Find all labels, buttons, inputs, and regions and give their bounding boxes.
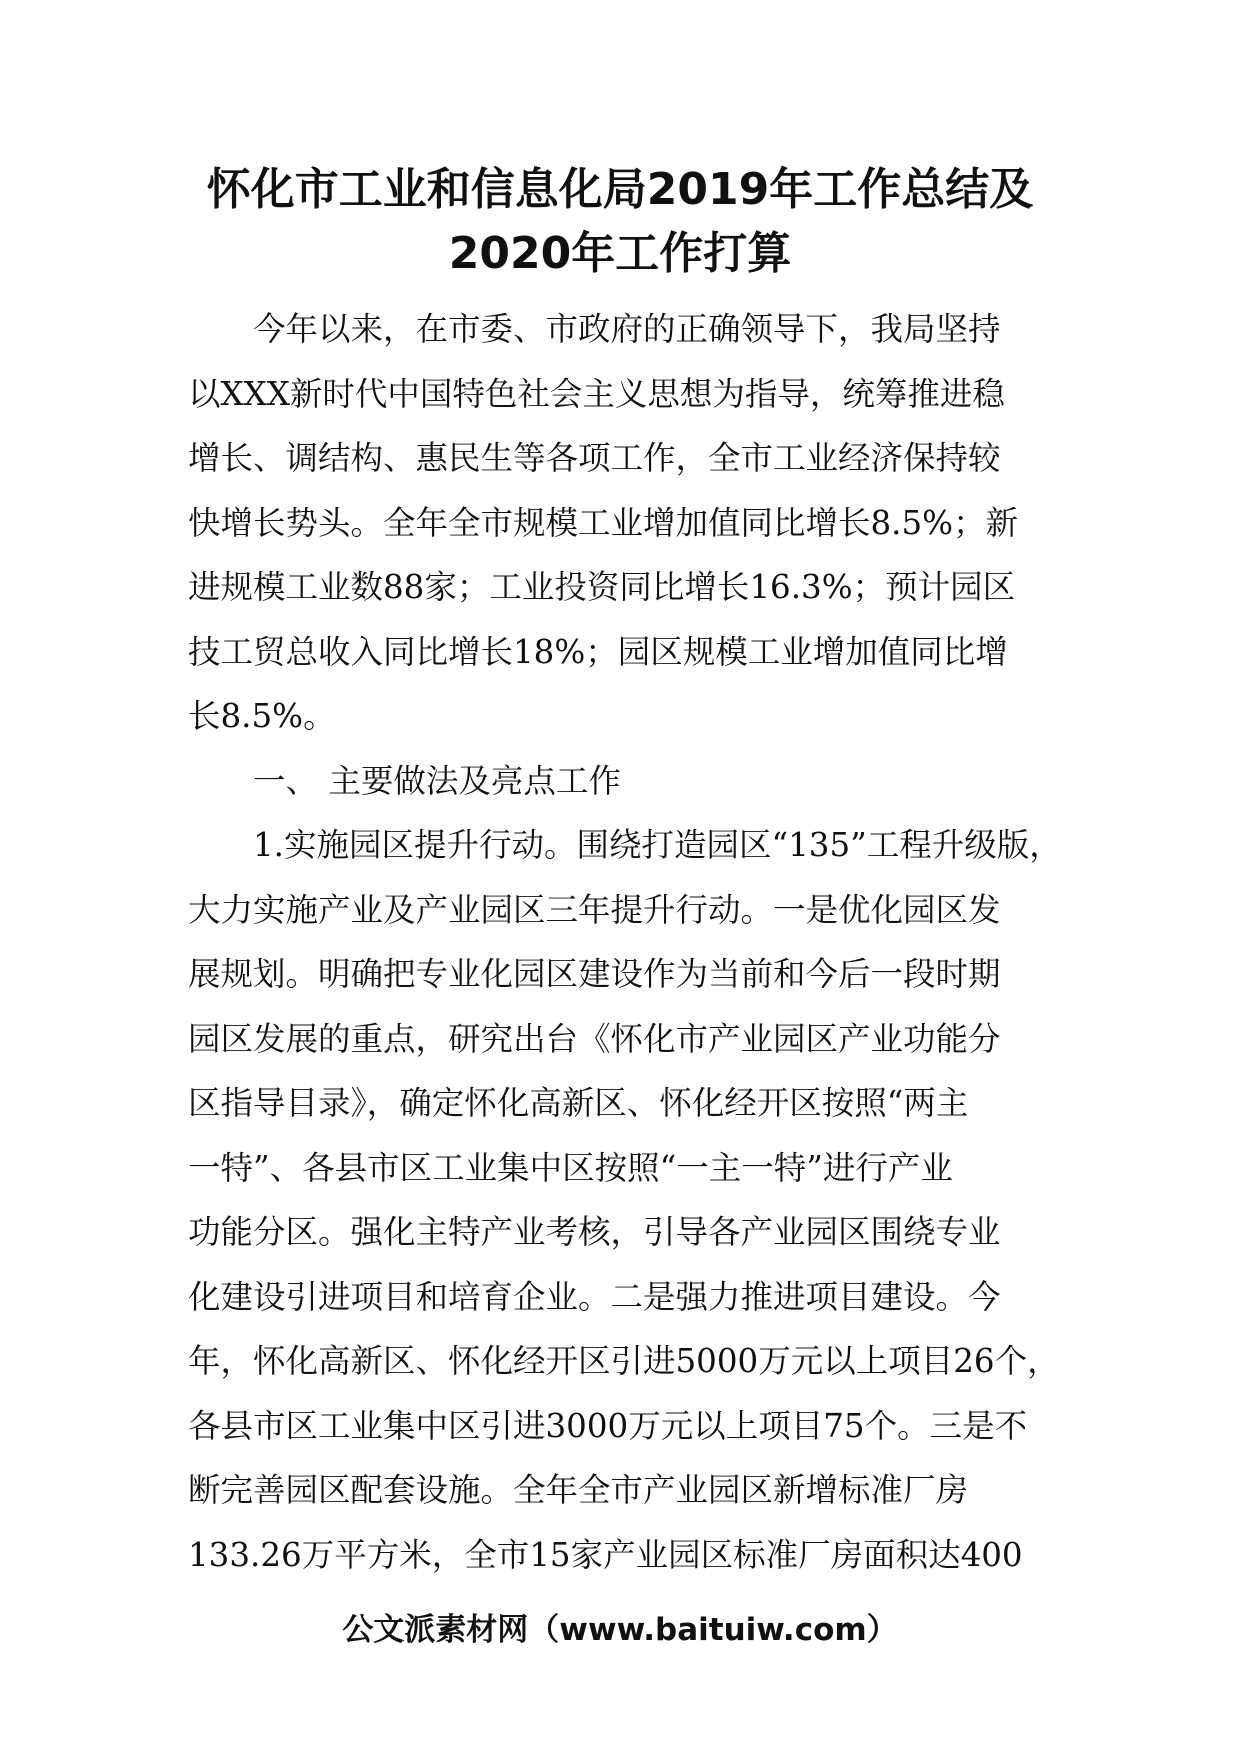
- paragraph-line: 长8.5%。: [188, 697, 336, 735]
- paragraph-line: 进规模工业数88家；工业投资同比增长16.3%；预计园区: [188, 568, 1016, 606]
- paragraph-line: 增长、调结构、惠民生等各项工作，全市工业经济保持较: [188, 439, 1001, 477]
- paragraph-line: 今年以来，在市委、市政府的正确领导下，我局坚持: [253, 310, 1001, 348]
- paragraph-line: 以XXX新时代中国特色社会主义思想为指导，统筹推进稳: [188, 374, 1005, 413]
- paragraph-line: 一特”、各县市区工业集中区按照“一主一特”进行产业: [188, 1148, 953, 1187]
- paragraph-line: 区指导目录》，确定怀化高新区、怀化经开区按照“两主: [188, 1084, 969, 1122]
- title-line-1: 怀化市工业和信息化局2019年工作总结及: [206, 164, 1034, 215]
- footer-watermark: 公文派素材网（www.baituiw.com）: [342, 1612, 898, 1648]
- paragraph-line: 功能分区。强化主特产业考核，引导各产业园区围绕专业: [188, 1213, 1001, 1251]
- paragraph-line: 1.实施园区提升行动。围绕打造园区“135”工程升级版，: [253, 826, 1062, 864]
- paragraph-line: 各县市区工业集中区引进3000万元以上项目75个。三是不: [188, 1406, 1028, 1445]
- document-title: [0, 158, 1240, 286]
- paragraph-line: 技工贸总收入同比增长18%；园区规模工业增加值同比增: [188, 632, 1008, 671]
- paragraph-line: 大力实施产业及产业园区三年提升行动。一是优化园区发: [188, 890, 1001, 929]
- document-body: [188, 297, 1062, 1587]
- paragraph-line: 展规划。明确把专业化园区建设作为当前和今后一段时期: [188, 955, 1001, 993]
- paragraph-line: 化建设引进项目和培育企业。二是强力推进项目建设。今: [188, 1277, 1001, 1316]
- paragraph-line: 133.26万平方米，全市15家产业园区标准厂房面积达400: [188, 1535, 1023, 1574]
- section-heading: 一、 主要做法及亮点工作: [253, 761, 621, 800]
- title-line-2: 2020年工作打算: [448, 228, 792, 279]
- paragraph-line: 园区发展的重点，研究出台《怀化市产业园区产业功能分: [188, 1019, 1001, 1058]
- paragraph-line: 年，怀化高新区、怀化经开区引进5000万元以上项目26个，: [188, 1342, 1060, 1380]
- paragraph-line: 断完善园区配套设施。全年全市产业园区新增标准厂房: [188, 1471, 969, 1509]
- paragraph-line: 快增长势头。全年全市规模工业增加值同比增长8.5%；新: [188, 503, 1019, 542]
